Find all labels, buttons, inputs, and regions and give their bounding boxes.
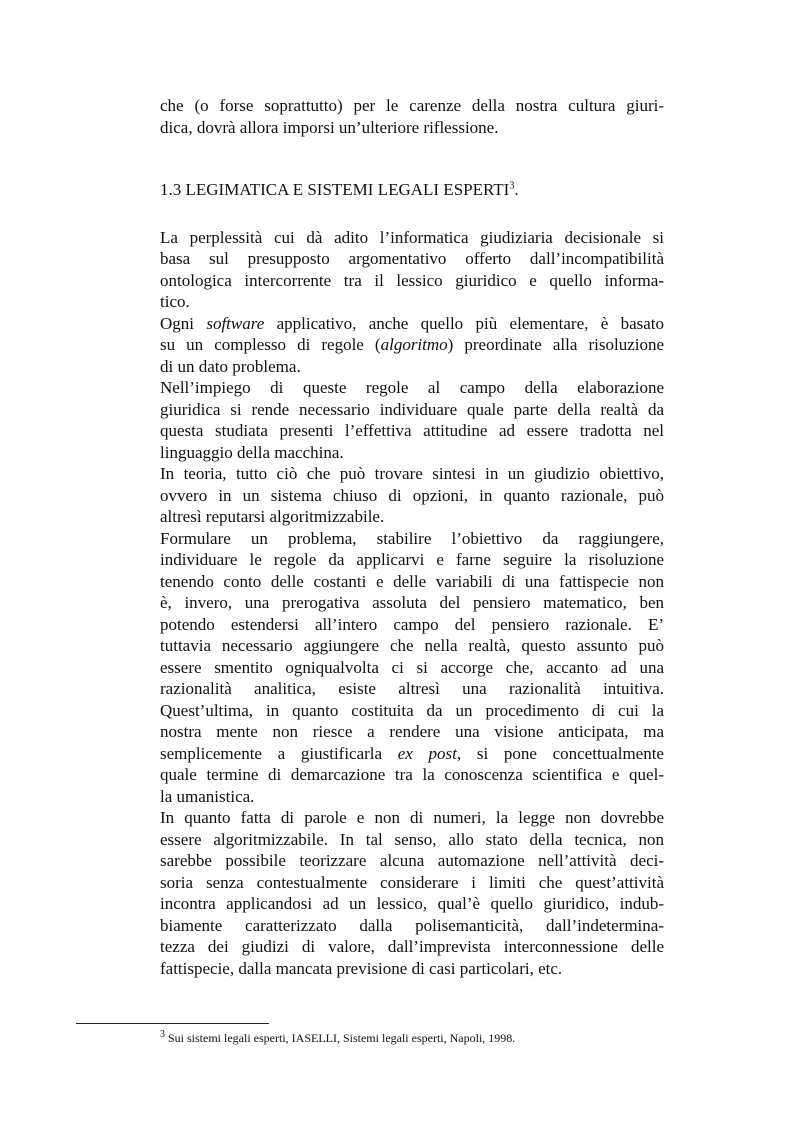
paragraph-line: soria senza contestualmente considerare i limiti che quest’attività bbox=[160, 873, 664, 892]
intro-line: dica, dovrà allora imporsi un’ulteriore riflessione. bbox=[160, 118, 499, 137]
paragraph-line: la umanistica. bbox=[160, 787, 255, 806]
italic-term: software bbox=[206, 314, 265, 333]
paragraph-line: semplicemente a giustificarla ex post, si pone concettualmente bbox=[160, 744, 664, 763]
paragraph-line: ovvero in un sistema chiuso di opzioni, in quanto razionale, può bbox=[160, 486, 664, 505]
paragraph-line: su un complesso di regole (algoritmo) preordinate alla risoluzione bbox=[160, 335, 665, 354]
paragraph-line: biamente caratterizzato dalla polisemanticità, dall’indetermina- bbox=[160, 916, 664, 935]
footnote-number: 3 bbox=[160, 1029, 165, 1040]
paragraph-line: quale termine di demarcazione tra la conoscenza scientifica e quel- bbox=[160, 765, 664, 784]
paragraph-line: tenendo conto delle costanti e delle variabili di una fattispecie non bbox=[160, 572, 664, 591]
section-heading-trail: . bbox=[514, 180, 519, 199]
paragraph-line: essere smentito ogniqualvolta ci si accorge che, accanto ad una bbox=[160, 658, 664, 677]
footnote-separator bbox=[76, 1023, 269, 1024]
paragraph-line: tezza dei giudizi di valore, dall’imprevista interconnessione delle bbox=[160, 937, 664, 956]
paragraph-line: razionalità analitica, esiste altresì una razionalità intuitiva. bbox=[160, 679, 664, 698]
paragraph-line: Formulare un problema, stabilire l’obiettivo da raggiungere, bbox=[160, 529, 664, 548]
paragraph-line: questa studiata presenti l’effettiva attitudine ad essere tradotta nel bbox=[160, 421, 664, 440]
paragraph-line: In teoria, tutto ciò che può trovare sintesi in un giudizio obiettivo, bbox=[160, 464, 664, 483]
paragraph-line: Quest’ultima, in quanto costituita da un procedimento di cui la bbox=[160, 701, 664, 720]
footnote-text: Sui sistemi legali esperti, IASELLI, Sistemi legali esperti, Napoli, 1998. bbox=[165, 1031, 516, 1045]
paragraph-line: Nell’impiego di queste regole al campo della elaborazione bbox=[160, 378, 664, 397]
paragraph-line: In quanto fatta di parole e non di numeri, la legge non dovrebbe bbox=[160, 808, 664, 827]
section-heading-text: 1.3 LEGIMATICA E SISTEMI LEGALI ESPERTI bbox=[160, 180, 510, 199]
paragraph-line: altresì reputarsi algoritmizzabile. bbox=[160, 507, 385, 526]
paragraph-line: giuridica si rende necessario individuare quale parte della realtà da bbox=[160, 400, 664, 419]
paragraph-line: basa sul presupposto argomentativo offerto dall’incompatibilità bbox=[160, 249, 664, 268]
italic-term: algoritmo bbox=[380, 335, 448, 354]
paragraph-line: Ogni software applicativo, anche quello più elementare, è basato bbox=[160, 314, 665, 333]
footnote bbox=[160, 1030, 515, 1046]
paragraph-line: ontologica intercorrente tra il lessico giuridico e quello informa- bbox=[160, 271, 664, 290]
paragraph-line: sarebbe possibile teorizzare alcuna automazione nell’attività deci- bbox=[160, 851, 664, 870]
paragraph-line: linguaggio della macchina. bbox=[160, 443, 344, 462]
paragraph-line: tico. bbox=[160, 292, 190, 311]
paragraph-line: tuttavia necessario aggiungere che nella realtà, questo assunto può bbox=[160, 636, 664, 655]
paragraph-line: individuare le regole da applicarvi e farne seguire la risoluzione bbox=[160, 550, 664, 569]
paragraph-line: di un dato problema. bbox=[160, 357, 301, 376]
footnote-reference: 3 bbox=[509, 180, 515, 192]
paragraph-line: è, invero, una prerogativa assoluta del pensiero matematico, ben bbox=[160, 593, 664, 612]
paragraph-line: essere algoritmizzabile. In tal senso, allo stato della tecnica, non bbox=[160, 830, 664, 849]
paragraph-line: potendo estendersi all’intero campo del pensiero razionale. E’ bbox=[160, 615, 664, 634]
italic-term: ex post bbox=[397, 744, 457, 763]
intro-line: che (o forse soprattutto) per le carenze della nostra cultura giuri- bbox=[160, 96, 664, 115]
paragraph-line: fattispecie, dalla mancata previsione di casi particolari, etc. bbox=[160, 959, 563, 978]
paragraph-line: La perplessità cui dà adito l’informatica giudiziaria decisionale si bbox=[160, 228, 664, 247]
paragraph-line: nostra mente non riesce a rendere una visione anticipata, ma bbox=[160, 722, 664, 741]
section-heading bbox=[160, 179, 519, 201]
paragraph-line: incontra applicandosi ad un lessico, qual’è quello giuridico, indub- bbox=[160, 894, 664, 913]
